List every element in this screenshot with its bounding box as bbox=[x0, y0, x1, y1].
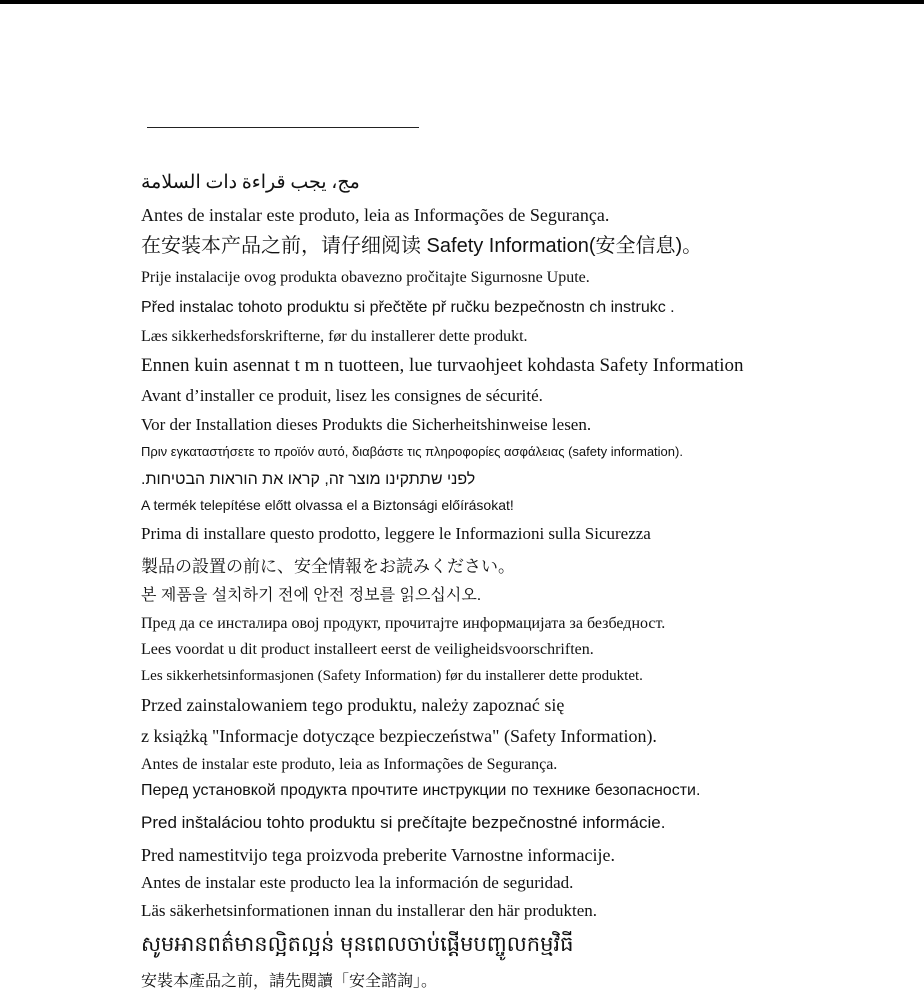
line-hebrew: לפני שתתקינו מוצר זה, קראו את הוראות הבטיחות. bbox=[141, 471, 476, 488]
top-border bbox=[0, 0, 924, 4]
line-arabic: مج، يجب قراءة دات السلامة bbox=[141, 172, 360, 193]
line-chinese-simplified: 在安装本产品之前，请仔细阅读 Safety Information(安全信息)。 bbox=[141, 235, 703, 257]
line-japanese: 製品の設置の前に、安全情報をお読みください。 bbox=[141, 557, 515, 576]
line-hungarian: A termék telepítése előtt olvassa el a Biztonsági előírásokat! bbox=[141, 497, 514, 513]
line-korean: 본 제품을 설치하기 전에 안전 정보를 읽으십시오. bbox=[141, 587, 482, 604]
line-portuguese: Antes de instalar este produto, leia as Informações de Segurança. bbox=[141, 756, 558, 773]
line-portuguese-brazil: Antes de instalar este produto, leia as Informações de Segurança. bbox=[141, 205, 610, 225]
header-rule bbox=[147, 127, 419, 128]
line-italian: Prima di installare questo prodotto, leggere le Informazioni sulla Sicurezza bbox=[141, 524, 651, 543]
line-slovak: Pred inštaláciou tohto produktu si prečítajte bezpečnostné informácie. bbox=[141, 813, 666, 832]
line-chinese-traditional: 安裝本產品之前，請先閱讀「安全諮詢」。 bbox=[141, 973, 438, 990]
line-polish-2: z książką "Informacje dotyczące bezpieczeństwa" (Safety Information). bbox=[141, 726, 657, 746]
line-spanish: Antes de instalar este producto lea la información de seguridad. bbox=[141, 873, 574, 892]
line-norwegian: Les sikkerhetsinformasjonen (Safety Information) før du installerer dette produktet. bbox=[141, 668, 643, 684]
line-finnish: Ennen kuin asennat t m n tuotteen, lue turvaohjeet kohdasta Safety Information bbox=[141, 355, 744, 376]
line-czech: Před instalac tohoto produktu si přečtěte př ručku bezpečnostn ch instrukc . bbox=[141, 299, 675, 316]
line-polish-1: Przed zainstalowaniem tego produktu, należy zapoznać się bbox=[141, 695, 565, 715]
line-slovenian: Pred namestitvijo tega proizvoda preberite Varnostne informacije. bbox=[141, 845, 616, 865]
line-russian: Перед установкой продукта прочтите инструкции по технике безопасности. bbox=[141, 782, 701, 799]
line-french: Avant d’installer ce produit, lisez les consignes de sécurité. bbox=[141, 386, 543, 405]
line-croatian: Prije instalacije ovog produkta obavezno pročitajte Sigurnosne Upute. bbox=[141, 269, 590, 286]
line-macedonian: Пред да се инсталира овој продукт, прочитајте информацијата за безбедност. bbox=[141, 615, 666, 632]
line-khmer: សូមអានពត៌មានល្អិតល្អន់ មុនពេលចាប់ផ្តើមបញ្ចូលកម្មវិធី bbox=[141, 933, 574, 956]
line-danish: Læs sikkerhedsforskrifterne, før du installerer dette produkt. bbox=[141, 328, 528, 345]
line-greek: Πριν εγκαταστήσετε το προϊόν αυτό, διαβάστε τις πληροφορίες ασφάλειας (safety information). bbox=[141, 444, 683, 459]
line-swedish: Läs säkerhetsinformationen innan du installerar den här produkten. bbox=[141, 901, 598, 920]
line-german: Vor der Installation dieses Produkts die Sicherheitshinweise lesen. bbox=[141, 415, 592, 434]
line-dutch: Lees voordat u dit product installeert eerst de veiligheidsvoorschriften. bbox=[141, 641, 594, 658]
